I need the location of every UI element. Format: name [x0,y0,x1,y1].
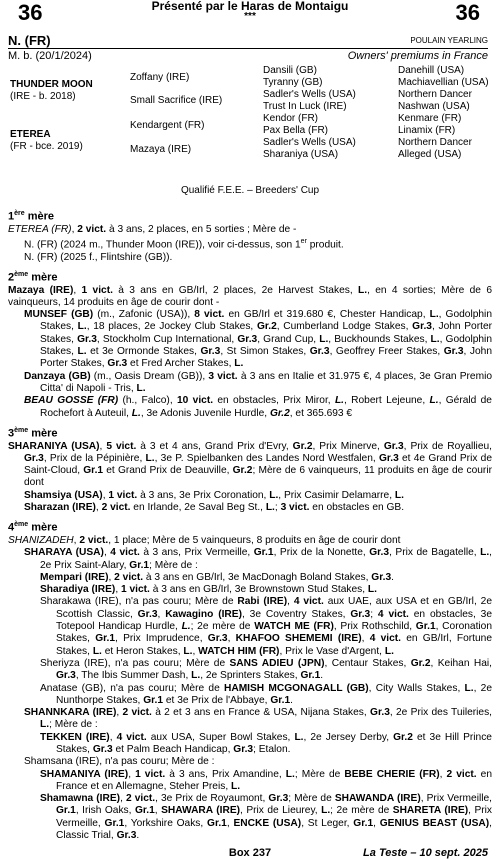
produce-entry: Shamsiya (USA), 1 vict. à 3 ans, 3e Prix Coronation, L., Prix Casimir Delamarre, L. [24,489,404,501]
produce-entry: SHAMANIYA (IRE), 1 vict. à 3 ans, Prix Amandine, L.; Mère de BEBE CHERIE (FR), 2 vict. en France et en Allemagne, Steher Preis, L. [40,768,492,792]
produce-entry: Sharakawa (IRE), n'a pas couru; Mère de Rabi (IRE), 4 vict. aux UAE, aux USA et en GB/Irl, 2e Scottish Classic, Gr.3, Kawagino (IRE), 3e Coventry Stakes, Gr.3; 4 vict. en obstacles, 3e Totepool Handicap Hurdle, L.; 2e mère de WATCH ME (FR), Prix Rothschild, Gr.1, Coronation Stakes, Gr.1, Prix Imprudence, Gr.3, KHAFOO SHEMEMI (IRE), 4 vict. en GB/Irl, Fortune Stakes, L. et Heron Stakes, L., WATCH HIM (FR), Prix le Vase d'Argent, L. [40,596,493,657]
produce-entry: Anatase (GB), n'a pas couru; Mère de HAMISH MCGONAGALL (GB), City Walls Stakes, L., 2e Nunthorpe Stakes, Gr.1 et 3e Prix de l'Abbaye, Gr.1. [40,682,492,706]
pedigree-g3: Tyranny (GB) [263,77,323,88]
premiums: Owners' premiums in France [347,50,488,62]
produce-entry: Shamsana (IRE), n'a pas couru; Mère de : [24,756,215,768]
pedigree-g3: Kendor (FR) [263,113,319,124]
produce-entry: Sharadiya (IRE), 1 vict. à 3 ans en GB/Irl, 3e Brownstown Stud Stakes, L. [40,584,377,596]
pedigree-g4: Kenmare (FR) [398,113,462,124]
pedigree-g4: Linamix (FR) [398,125,456,136]
pedigree-g2: Zoffany (IRE) [130,72,190,83]
produce-entry: SHARAYA (USA), 4 vict. à 3 ans, Prix Vermeille, Gr.1, Prix de la Nonette, Gr.3, Prix de Bagatelle, L., 2e Prix Saint-Alary, Gr.1; Mère de : [24,547,493,571]
box-number: Box 237 [228,847,272,859]
pedigree-g3: Sadler's Wells (USA) [263,137,356,148]
pedigree-table [8,63,492,171]
presenter: Présenté par le Haras de Montaigu [151,0,349,13]
section-title: 1ère mère [8,210,54,223]
produce-entry: Sharazan (IRE), 2 vict. en Irlande, 2e Saval Beg St., L.; 3 vict. en obstacles en GB. [24,502,405,513]
produce-entry: N. (FR) (2024 m., Thunder Moon (IRE)), voir ci-dessus, son 1er produit. [24,237,344,251]
horse-description: M. b. (20/1/2024) [8,50,92,62]
pedigree-g4: Northern Dancer [398,137,472,148]
stars: *** [244,11,256,22]
section-title: 4ème mère [8,521,58,534]
lot-header [8,0,492,34]
produce-entry: BEAU GOSSE (FR) (h., Falco), 10 vict. en obstacles, Prix Miror, L., Robert Lejeune, L., Gérald de Rochefort à Auteuil, L., 3e Adonis Juvenile Hurdle, Gr.2, et 365.693 € [24,395,492,419]
pedigree-g4: Nashwan (USA) [398,101,470,112]
page-footer [8,847,492,860]
pedigree-g3: Pax Bella (FR) [263,125,329,136]
dam-entry: SHARANIYA (USA), 5 vict. à 3 et 4 ans, Grand Prix d'Evry, Gr.2, Prix Minerve, Gr.3, Prix de Royallieu, Gr.3, Prix de la Pépinière, L., 3e P. Spielbanken des Landes Nord Westfalen, Gr.3 et 4e Grand Prix de Saint-Cloud, Gr.1 et Grand Prix de Deauville, Gr.2; Mère de 6 vainqueurs, 11 produits en âge de courir dont [8,440,492,489]
lot-number-right: 36 [455,0,480,25]
produce-entry: TEKKEN (IRE), 4 vict. aux USA, Super Bowl Stakes, L., 2e Jersey Derby, Gr.2 et 3e Hill Prince Stakes, Gr.3 et Palm Beach Handicap, Gr.3; Etalon. [40,731,492,755]
sire: THUNDER MOON [10,79,93,90]
sale-event: La Teste – 10 sept. 2025 [363,847,488,859]
dam-entry: SHANIZADEH, 2 vict., 1 place; Mère de 5 vainqueurs, 8 produits en âge de courir dont [8,534,401,546]
pedigree-g3: Sharaniya (USA) [263,149,339,160]
pedigree-g4: Northern Dancer [398,89,472,100]
description-row [8,49,492,63]
category: POULAIN YEARLING [410,36,488,45]
pedigree-g3: Sadler's Wells (USA) [263,89,356,100]
pedigree-g3: Dansili (GB) [263,65,317,76]
produce-entry: Shamawna (IRE), 2 vict., 3e Prix de Royaumont, Gr.3; Mère de SHAWANDA (IRE), Prix Vermeille, Gr.1, Irish Oaks, Gr.1, SHAWARA (IRE), Prix de Lieurey, L.; 2e mère de SHARETA (IRE), Prix Vermeille, Gr.1, Yorkshire Oaks, Gr.1, ENCKE (USA), St Leger, Gr.1, GENIUS BEAST (USA), Classic Trial, Gr.3. [40,793,493,842]
pedigree-g3: Trust In Luck (IRE) [263,101,347,112]
pedigree-g4: Machiavellian (USA) [398,77,489,88]
qualification: Qualifié F.E.E. – Breeders' Cup [180,185,320,196]
pedigree-g4: Danehill (USA) [398,65,465,76]
section-title: 2ème mère [8,270,58,284]
pedigree-g2: Mazaya (IRE) [130,144,192,155]
produce-entry: MUNSEF (GB) (m., Zafonic (USA)), 8 vict. en GB/Irl et 319.680 €, Chester Handicap, L., Godolphin Stakes, L., 18 places, 2e Jockey Club Stakes, Gr.2, Cumberland Lodge Stakes, Gr.3, John Porter Stakes, Gr.3, Stockholm Cup International, Gr.3, Grand Cup, L., Buckhounds Stakes, L., Godolphin Stakes, L. et 3e Ormonde Stakes, Gr.3, St Simon Stakes, Gr.3, Geoffrey Freer Stakes, Gr.3, John Porter Stakes, Gr.3 et Fred Archer Stakes, L. [24,309,493,370]
third-dam-section [8,424,492,514]
section-title: 3ème mère [8,426,58,440]
second-dam-section [8,268,492,420]
lot-number-left: 36 [18,0,43,25]
dam-info: (FR - bce. 2019) [10,141,83,152]
produce-entry: Mempari (IRE), 2 vict. à 3 ans en GB/Irl, 3e MacDonagh Boland Stakes, Gr.3. [40,571,394,583]
pedigree-g2: Kendargent (FR) [130,120,205,131]
dam-entry: Mazaya (IRE), 1 vict. à 3 ans en GB/Irl, 2 places, 2e Harvest Stakes, L., en 4 sorties; Mère de 6 vainqueurs, 14 produits en âge de courir dont - [8,284,492,308]
first-dam-section [8,207,492,264]
identity-row [8,34,492,48]
dam: ETEREA [10,129,51,140]
horse-name: N. (FR) [8,33,51,48]
produce-entry: Danzaya (GB) (m., Oasis Dream (GB)), 3 vict. à 3 ans en Italie et 31.975 €, 4 places, 3e Gran Premio Citta' di Napoli - Tris, L. [24,370,493,394]
fourth-dam-section [8,518,492,842]
produce-entry: SHANNKARA (IRE), 2 vict. à 2 et 3 ans en France & USA, Nijana Stakes, Gr.3, 2e Prix des Tuileries, L.; Mère de : [24,707,493,731]
sire-info: (IRE - b. 2018) [10,91,76,102]
pedigree-g4: Alleged (USA) [398,149,462,160]
produce-entry: N. (FR) (2025 f., Flintshire (GB)). [24,251,173,263]
produce-entry: Sheriyza (IRE), n'a pas couru; Mère de SANS ADIEU (JPN), Centaur Stakes, Gr.2, Keihan Hai, Gr.3, The Ibis Summer Dash, L., 2e Sprinters Stakes, Gr.1. [40,657,492,682]
dam-entry: ETEREA (FR), 2 vict. à 3 ans, 2 places, en 5 sorties ; Mère de - [8,223,297,235]
pedigree-g2: Small Sacrifice (IRE) [130,95,223,106]
